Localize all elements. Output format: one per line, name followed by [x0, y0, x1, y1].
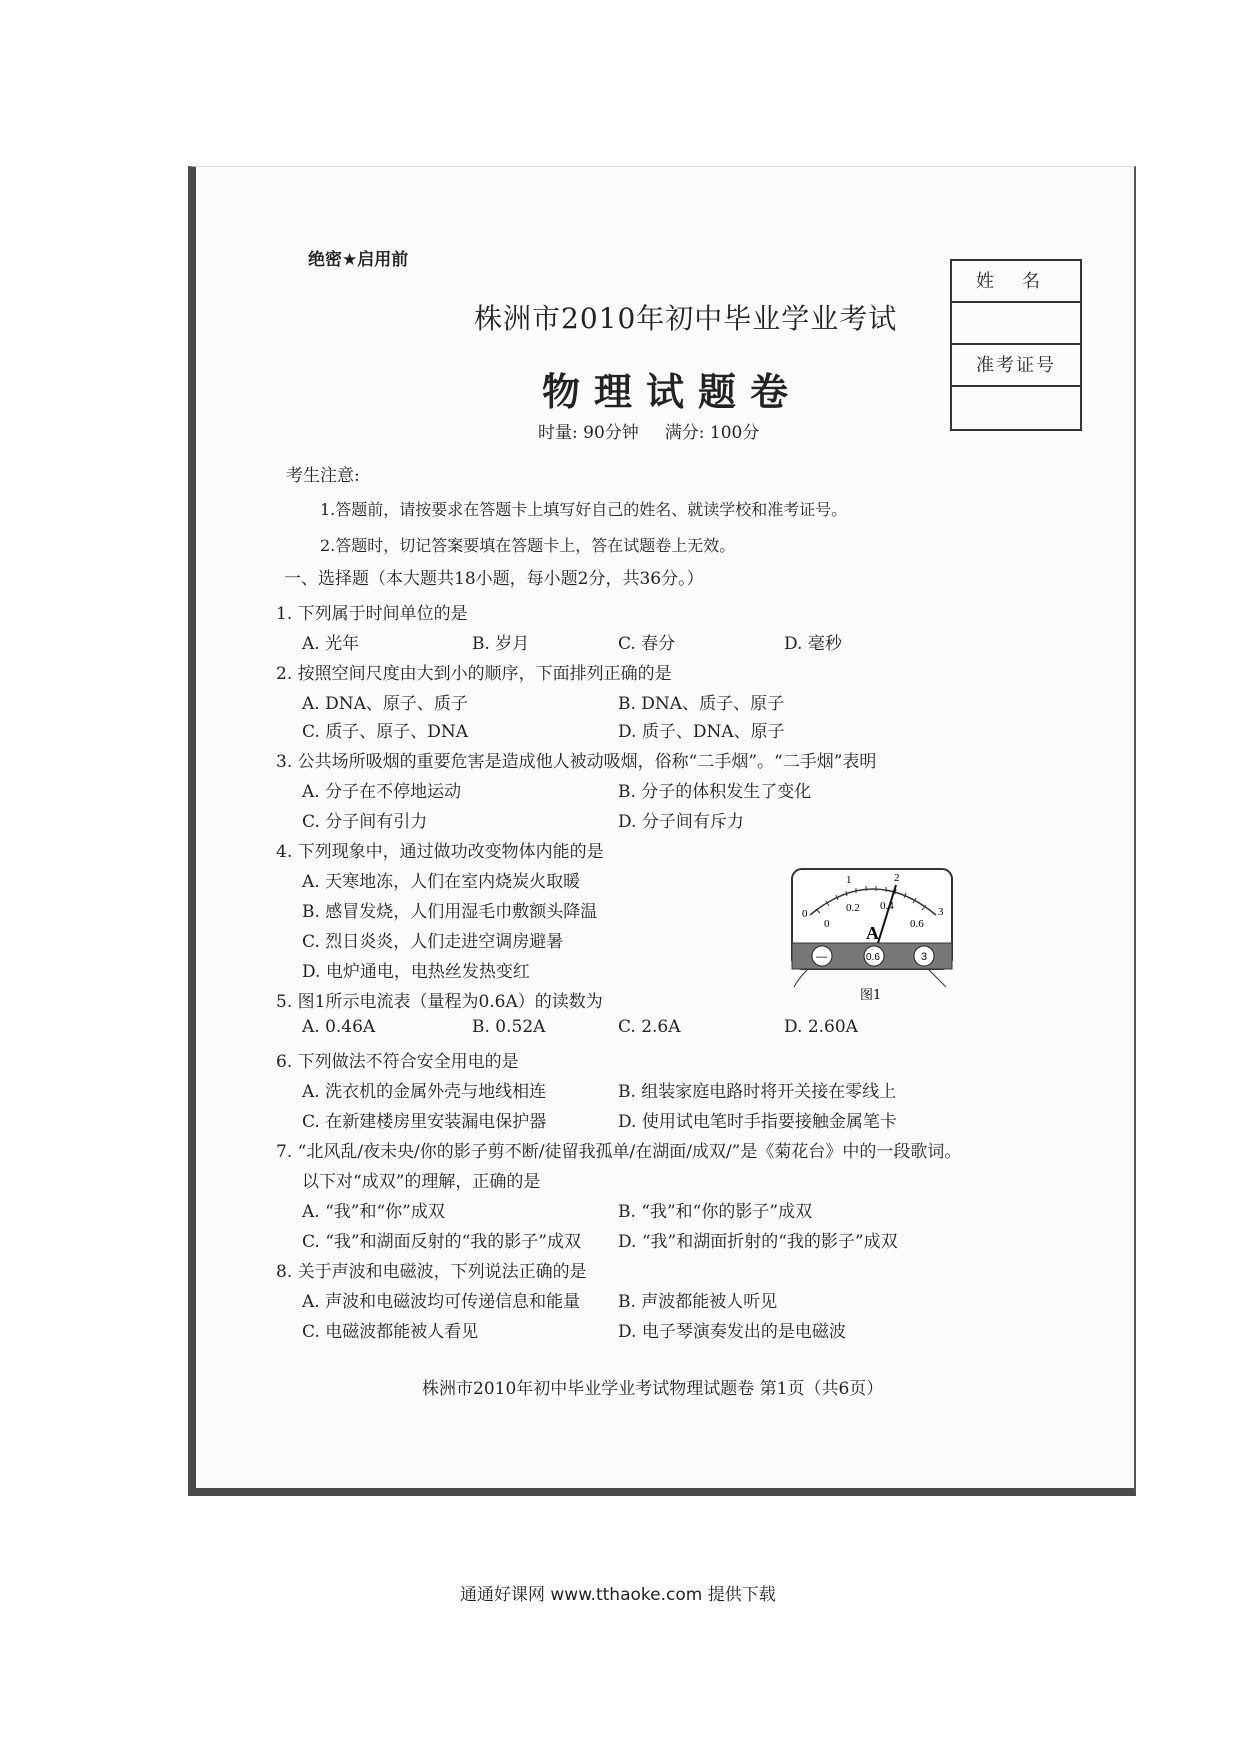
id-label: 准考证号	[952, 345, 1080, 387]
q4-option-c: C. 烈日炎炎，人们走进空调房避暑	[302, 932, 564, 952]
download-credit: 通通好课网 www.tthaoke.com 提供下载	[460, 1585, 776, 1605]
q6-option-d: D. 使用试电笔时手指要接触金属笔卡	[618, 1112, 897, 1132]
name-label: 姓名	[952, 261, 1080, 303]
candidate-info-box	[950, 259, 1082, 431]
note-2: 2.答题时，切记答案要填在答题卡上，答在试题卷上无效。	[320, 536, 736, 555]
q2-option-d: D. 质子、DNA、原子	[618, 722, 785, 742]
question-7-stem-line2: 以下对“成双”的理解，正确的是	[302, 1172, 541, 1192]
exam-title: 株洲市2010年初中毕业学业考试	[474, 302, 898, 335]
question-6-stem: 6. 下列做法不符合安全用电的是	[276, 1052, 519, 1072]
time-limit: 时量: 90分钟	[538, 423, 639, 443]
q8-option-a: A. 声波和电磁波均可传递信息和能量	[302, 1292, 581, 1312]
q6-option-a: A. 洗衣机的金属外壳与地线相连	[302, 1082, 547, 1102]
q1-option-a: A. 光年	[302, 634, 360, 654]
q2-option-c: C. 质子、原子、DNA	[302, 722, 468, 742]
q4-option-b: B. 感冒发烧，人们用湿毛巾敷额头降温	[302, 902, 598, 922]
page-footer: 株洲市2010年初中毕业学业考试物理试题卷 第1页（共6页）	[422, 1379, 884, 1399]
q2-option-b: B. DNA、质子、原子	[618, 694, 785, 714]
q1-option-d: D. 毫秒	[784, 634, 842, 654]
question-8-stem: 8. 关于声波和电磁波，下列说法正确的是	[276, 1262, 587, 1282]
figure-1-ammeter	[788, 867, 958, 1011]
question-3-stem: 3. 公共场所吸烟的重要危害是造成他人被动吸烟，俗称“二手烟”。“二手烟”表明	[276, 752, 877, 772]
q5-option-a: A. 0.46A	[302, 1017, 376, 1037]
section-heading: 一、选择题（本大题共18小题，每小题2分，共36分。）	[284, 569, 704, 589]
q2-option-a: A. DNA、原子、质子	[302, 694, 468, 714]
terminal-0-6-label: 0.6	[866, 952, 880, 963]
q8-option-d: D. 电子琴演奏发出的是电磁波	[618, 1322, 846, 1342]
question-5-stem: 5. 图1所示电流表（量程为0.6A）的读数为	[276, 992, 603, 1012]
q5-option-b: B. 0.52A	[472, 1017, 546, 1037]
right-wire	[928, 969, 946, 987]
upper-tick-0: 0	[802, 908, 808, 920]
q3-option-a: A. 分子在不停地运动	[302, 782, 462, 802]
q6-option-c: C. 在新建楼房里安装漏电保护器	[302, 1112, 547, 1132]
question-4-stem: 4. 下列现象中，通过做功改变物体内能的是	[276, 842, 604, 862]
q7-option-a: A. “我”和“你”成双	[302, 1202, 445, 1222]
upper-tick-1: 1	[846, 874, 852, 886]
q7-option-d: D. “我”和湖面折射的“我的影子”成双	[618, 1232, 898, 1252]
note-1: 1.答题前，请按要求在答题卡上填写好自己的姓名、就读学校和准考证号。	[320, 500, 848, 519]
terminal-negative-label: —	[816, 951, 827, 963]
q3-option-d: D. 分子间有斥力	[618, 812, 744, 832]
q1-option-b: B. 岁月	[472, 634, 530, 654]
q4-option-d: D. 电炉通电，电热丝发热变红	[302, 962, 530, 982]
ammeter-drawing	[788, 867, 958, 1007]
upper-tick-2: 2	[894, 872, 900, 884]
q3-option-b: B. 分子的体积发生了变化	[618, 782, 812, 802]
q3-option-c: C. 分子间有引力	[302, 812, 428, 832]
lower-tick-3: 0.6	[910, 918, 924, 930]
unit-label: A	[866, 923, 879, 943]
terminal-3-label: 3	[921, 951, 928, 963]
q1-option-c: C. 春分	[618, 634, 676, 654]
q7-option-c: C. “我”和湖面反射的“我的影子”成双	[302, 1232, 581, 1252]
full-score: 满分: 100分	[664, 423, 760, 443]
notes-heading: 考生注意:	[286, 466, 360, 486]
q5-option-d: D. 2.60A	[784, 1017, 858, 1037]
q8-option-c: C. 电磁波都能被人看见	[302, 1322, 479, 1342]
id-blank	[952, 387, 1080, 429]
q4-option-a: A. 天寒地冻，人们在室内烧炭火取暖	[302, 872, 581, 892]
q5-option-c: C. 2.6A	[618, 1017, 681, 1037]
q8-option-b: B. 声波都能被人听见	[618, 1292, 778, 1312]
question-7-stem: 7. “北风乱/夜未央/你的影子剪不断/徒留我孤单/在湖面/成双/”是《菊花台》中的一段歌词。	[276, 1142, 962, 1162]
question-2-stem: 2. 按照空间尺度由大到小的顺序，下面排列正确的是	[276, 664, 672, 684]
q7-option-b: B. “我”和“你的影子”成双	[618, 1202, 813, 1222]
lower-tick-2: 0.4	[880, 900, 894, 912]
confidential-label: 绝密★启用前	[308, 250, 409, 270]
name-blank	[952, 303, 1080, 345]
figure-caption: 图1	[860, 988, 882, 1003]
lower-tick-0: 0	[824, 918, 830, 930]
q6-option-b: B. 组装家庭电路时将开关接在零线上	[618, 1082, 897, 1102]
exam-meta	[538, 418, 759, 443]
question-1-stem: 1. 下列属于时间单位的是	[276, 604, 468, 624]
exam-sheet	[188, 166, 1136, 1496]
upper-tick-3: 3	[938, 906, 944, 918]
left-wire	[794, 969, 808, 987]
paper-title: 物理试题卷	[542, 369, 803, 414]
lower-tick-1: 0.2	[846, 902, 860, 914]
